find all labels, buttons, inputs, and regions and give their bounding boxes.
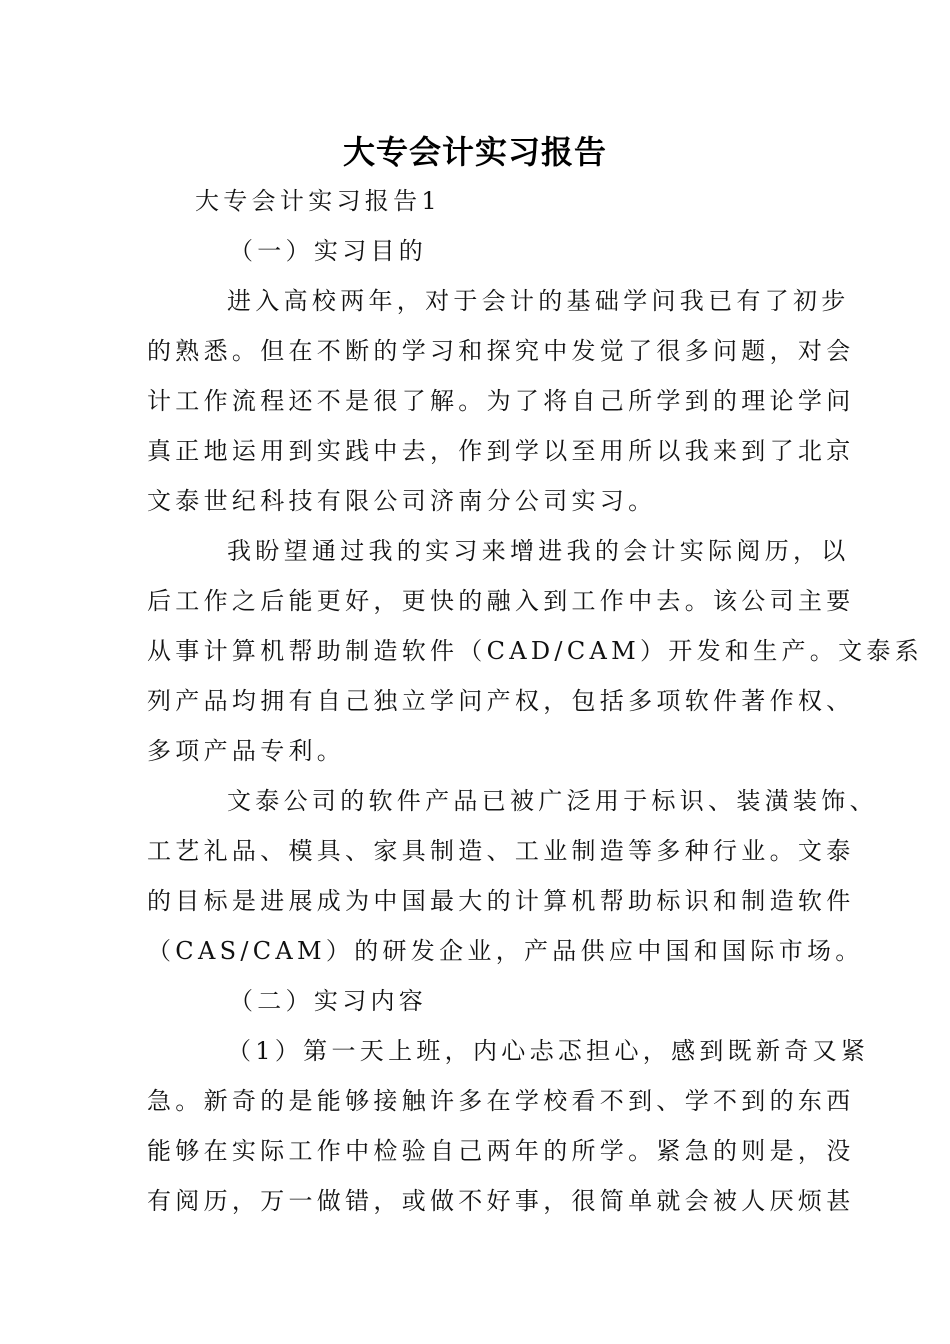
text-line: （CAS/CAM）的研发企业，产品供应中国和国际市场。 — [147, 937, 864, 965]
text-line: 工艺礼品、模具、家具制造、工业制造等多种行业。文泰 — [147, 837, 855, 865]
text-line: 急。新奇的是能够接触许多在学校看不到、学不到的东西 — [147, 1087, 855, 1115]
text-line: 能够在实际工作中检验自己两年的所学。紧急的则是，没 — [147, 1137, 855, 1165]
text-line: 计工作流程还不是很了解。为了将自己所学到的理论学问 — [147, 387, 855, 415]
text-line: 后工作之后能更好，更快的融入到工作中去。该公司主要 — [147, 587, 855, 615]
text-line: 从事计算机帮助制造软件（CAD/CAM）开发和生产。文泰系 — [147, 637, 923, 665]
text-line: （二）实习内容 — [229, 987, 428, 1015]
text-line: 大专会计实习报告1 — [195, 187, 441, 215]
text-line: 的目标是进展成为中国最大的计算机帮助标识和制造软件 — [147, 887, 855, 915]
text-line: 文泰世纪科技有限公司济南分公司实习。 — [147, 487, 657, 515]
text-line: 列产品均拥有自己独立学问产权，包括多项软件著作权、 — [147, 687, 855, 715]
text-line: 真正地运用到实践中去，作到学以至用所以我来到了北京 — [147, 437, 855, 465]
text-line: （1）第一天上班，内心忐忑担心，感到既新奇又紧 — [227, 1037, 870, 1065]
document-body — [147, 176, 923, 1226]
text-line: 的熟悉。但在不断的学习和探究中发觉了很多问题，对会 — [147, 337, 855, 365]
text-line: 文泰公司的软件产品已被广泛用于标识、装潢装饰、 — [227, 787, 878, 815]
text-line: 多项产品专利。 — [147, 737, 346, 765]
text-line: （一）实习目的 — [229, 237, 428, 265]
text-line: 有阅历，万一做错，或做不好事，很简单就会被人厌烦甚 — [147, 1187, 855, 1215]
document-title: 大专会计实习报告 — [342, 133, 607, 171]
text-line: 我盼望通过我的实习来增进我的会计实际阅历，以 — [227, 537, 850, 565]
text-line: 进入高校两年，对于会计的基础学问我已有了初步 — [227, 287, 850, 315]
